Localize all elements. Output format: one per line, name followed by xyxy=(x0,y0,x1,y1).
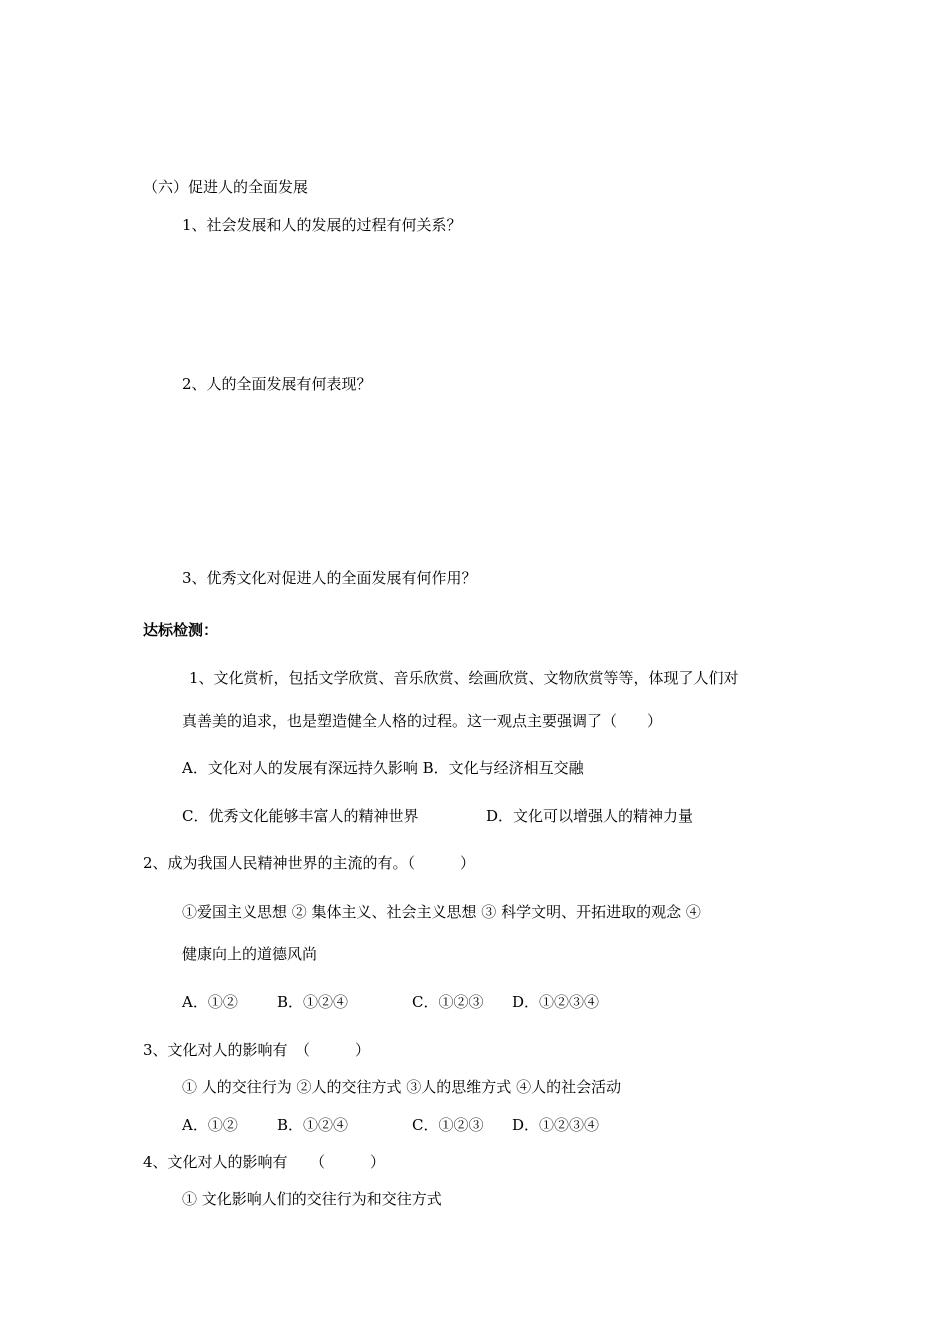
question-1: 1、社会发展和人的发展的过程有何关系？ xyxy=(182,216,462,234)
section-heading: （六）促进人的全面发展 xyxy=(143,178,309,196)
q3-stem: 3、文化对人的影响有 （ ） xyxy=(143,1041,371,1059)
q2-option-b: B．①②④ xyxy=(277,993,349,1011)
q3-items: ① 人的交往行为 ②人的交往方式 ③人的思维方式 ④人的社会活动 xyxy=(182,1078,622,1096)
q2-option-d: D．①②③④ xyxy=(512,993,600,1011)
q3-option-b: B．①②④ xyxy=(277,1116,349,1134)
q2-option-a: A．①② xyxy=(182,993,238,1011)
q1-stem-line1: 1、文化赏析，包括文学欣赏、音乐欣赏、绘画欣赏、文物欣赏等等，体现了人们对 xyxy=(189,669,739,687)
q2-stem: 2、成为我国人民精神世界的主流的有。（ ） xyxy=(143,854,476,872)
q4-item-1: ① 文化影响人们的交往行为和交往方式 xyxy=(182,1190,442,1208)
q3-option-a: A．①② xyxy=(182,1116,238,1134)
q3-option-c: C．①②③ xyxy=(412,1116,484,1134)
q1-option-c: C．优秀文化能够丰富人的精神世界 xyxy=(182,807,419,825)
q2-option-c: C．①②③ xyxy=(412,993,484,1011)
test-heading: 达标检测： xyxy=(143,621,219,639)
q2-items-line1: ①爱国主义思想 ② 集体主义、社会主义思想 ③ 科学文明、开拓进取的观念 ④ xyxy=(182,903,701,921)
question-3: 3、优秀文化对促进人的全面发展有何作用？ xyxy=(182,569,477,587)
q1-option-d: D．文化可以增强人的精神力量 xyxy=(486,807,694,825)
q1-options-ab: A．文化对人的发展有深远持久影响 B．文化与经济相互交融 xyxy=(182,759,584,777)
q3-option-d: D．①②③④ xyxy=(512,1116,600,1134)
q2-items-line2: 健康向上的道德风尚 xyxy=(182,945,318,963)
q1-stem-line2: 真善美的追求，也是塑造健全人格的过程。这一观点主要强调了（ ） xyxy=(182,712,663,730)
question-2: 2、人的全面发展有何表现？ xyxy=(182,375,372,393)
q4-stem: 4、文化对人的影响有 （ ） xyxy=(143,1153,386,1171)
